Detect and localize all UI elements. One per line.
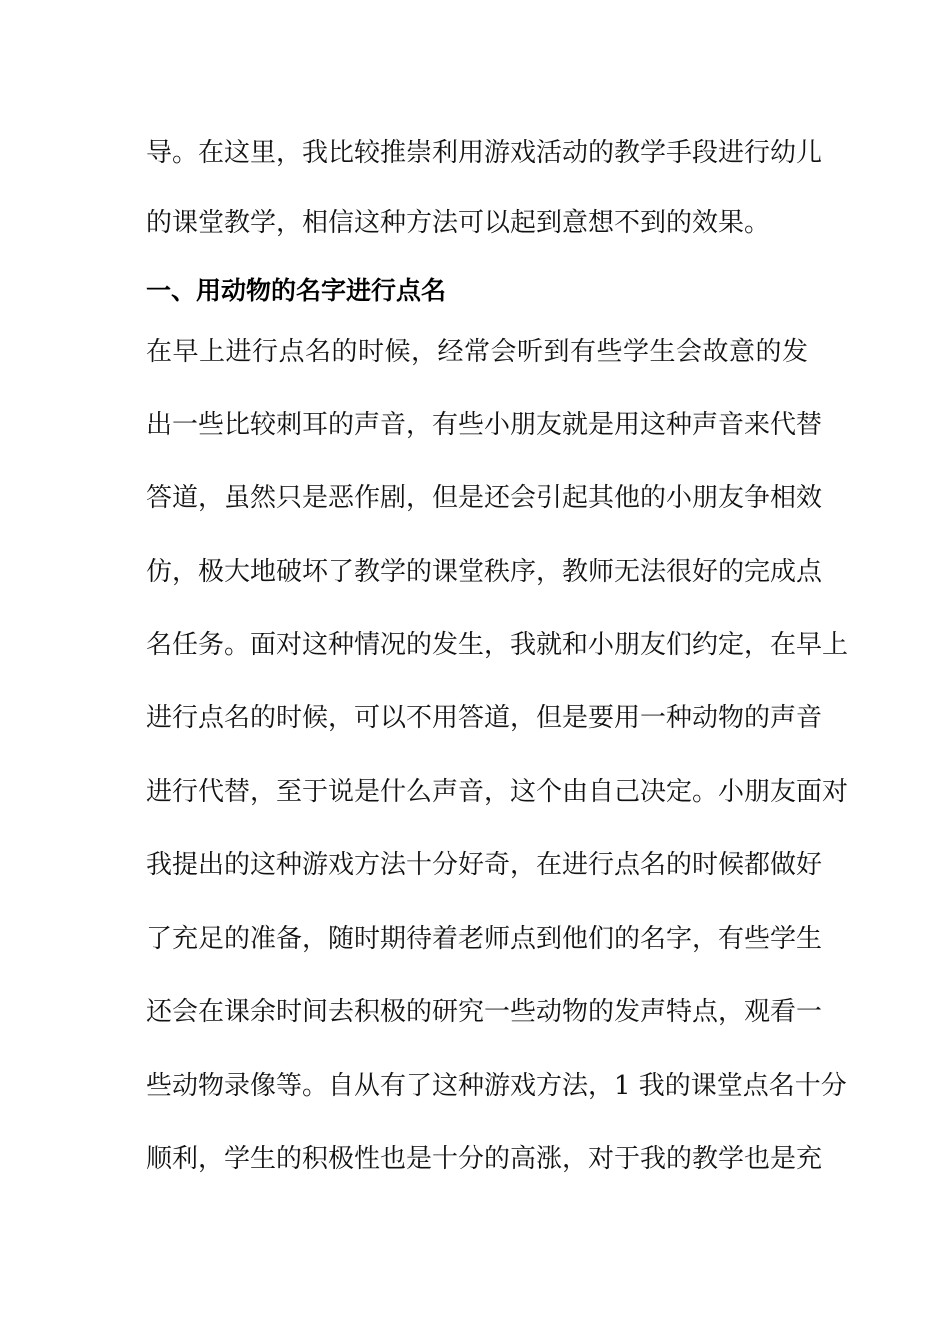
- paragraph-line-2: 出一些比较刺耳的声音，有些小朋友就是用这种声音来代替: [146, 410, 823, 440]
- paragraph-line-7: 进行代替，至于说是什么声音，这个由自己决定。小朋友面对: [146, 777, 849, 807]
- paragraph-line-5: 名任务。面对这种情况的发生，我就和小朋友们约定，在早上: [146, 630, 849, 660]
- paragraph-line-10: 还会在课余时间去积极的研究一些动物的发声特点，观看一: [146, 997, 823, 1027]
- text-line-2: 的课堂教学，相信这种方法可以起到意想不到的效果。: [146, 208, 771, 238]
- paragraph-line-4: 仿，极大地破坏了教学的课堂秩序，教师无法很好的完成点: [146, 557, 823, 587]
- paragraph-line-1: 在早上进行点名的时候，经常会听到有些学生会故意的发: [146, 337, 808, 367]
- section-heading: 一、用动物的名字进行点名: [146, 276, 447, 305]
- paragraph-line-6: 进行点名的时候，可以不用答道，但是要用一种动物的声音: [146, 703, 823, 733]
- text-line-1: 导。在这里，我比较推崇利用游戏活动的教学手段进行幼儿: [146, 138, 823, 168]
- paragraph-line-3: 答道，虽然只是恶作剧，但是还会引起其他的小朋友争相效: [146, 483, 823, 513]
- paragraph-line-9: 了充足的准备，随时期待着老师点到他们的名字，有些学生: [146, 924, 823, 954]
- paragraph-line-8: 我提出的这种游戏方法十分好奇，在进行点名的时候都做好: [146, 850, 823, 880]
- paragraph-line-12: 顺利，学生的积极性也是十分的高涨，对于我的教学也是充: [146, 1144, 823, 1174]
- paragraph-line-11: 些动物录像等。自从有了这种游戏方法，1 我的课堂点名十分: [146, 1071, 847, 1101]
